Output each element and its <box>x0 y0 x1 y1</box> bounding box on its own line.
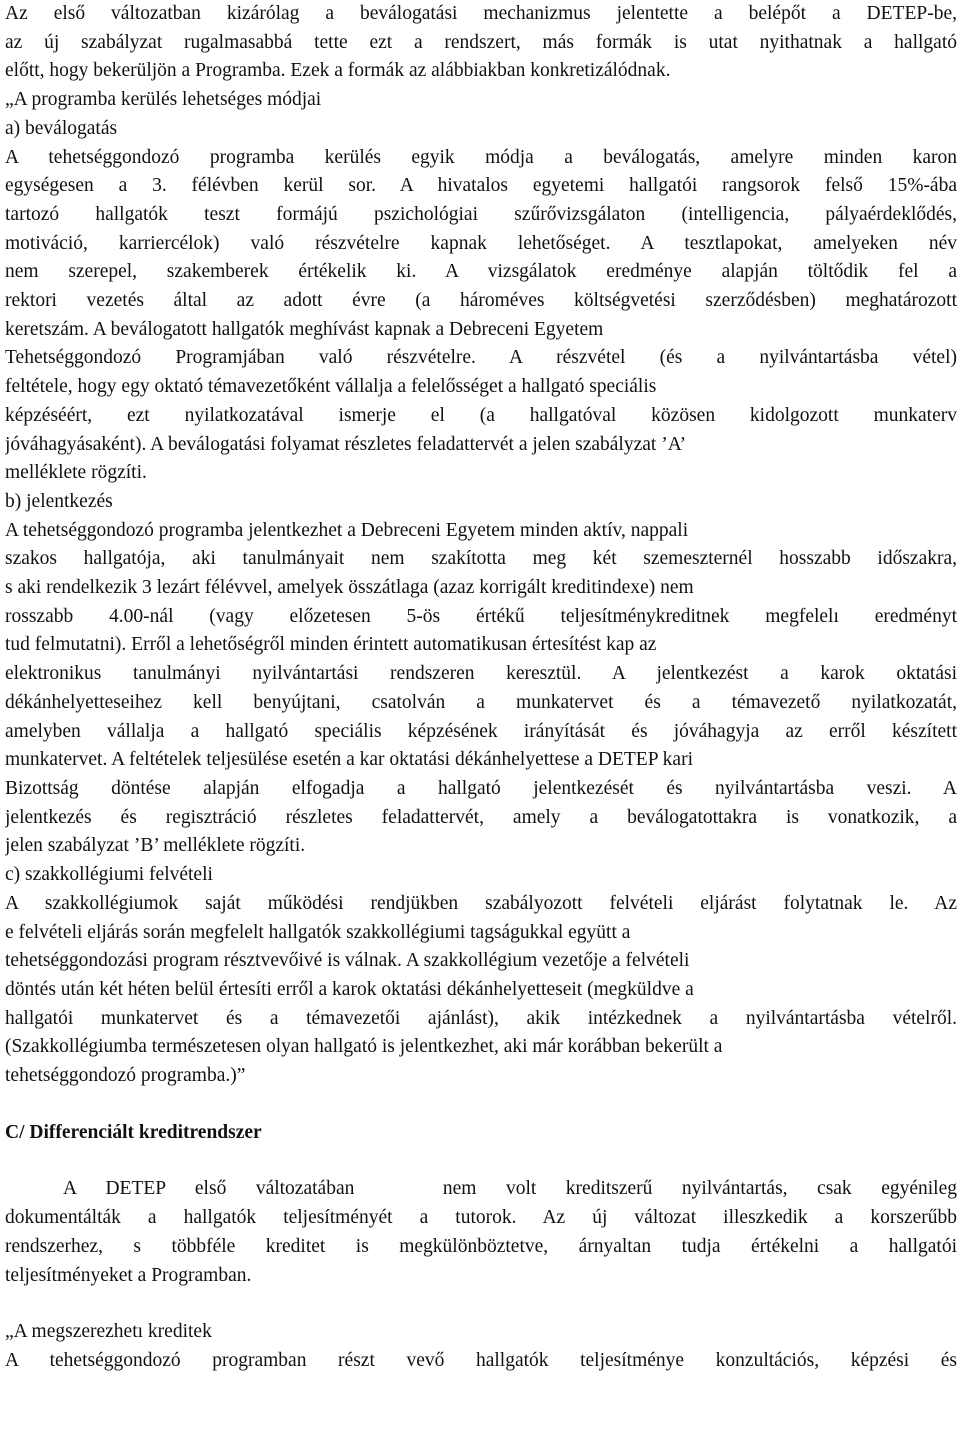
text-line: teljesítményeket a Programban. <box>5 1264 252 1286</box>
subheading-c: c) szakkollégiumi felvételi <box>5 864 213 886</box>
text-line: rektori vezetés által az adott évre (a hároméves költségvetési szerződésben) meghatározott <box>5 290 957 312</box>
text-line: jóváhagyásaként). A beválogatási folyamat részletes feladattervét a jelen szabályzat ’A’ <box>5 433 687 455</box>
section-paragraph <box>5 1175 957 1290</box>
text-line: rosszabb 4.00-nál (vagy előzetesen 5-ös értékű teljesítménykreditnek megfelelı eredményt <box>5 605 957 627</box>
credits-paragraph <box>5 1318 957 1375</box>
quoted-regulation <box>5 86 957 1091</box>
text-line: jelentkezés és regisztráció részletes feladattervét, amely a beválogatottakra is vonatkozik, a <box>5 806 957 828</box>
text-line: tehetséggondozási program résztvevőivé is válnak. A szakkollégium vezetője a felvételi <box>5 950 690 972</box>
text-line: e felvételi eljárás során megfelelt hallgatók szakkollégiumi tagságukkal együtt a <box>5 921 631 943</box>
text-line: Az első változatban kizárólag a beválogatási mechanizmus jelentette a belépőt a DETEP-be, <box>5 3 957 24</box>
text-line: amelyben vállalja a hallgató speciális képzésének irányítását és jóváhagyja az erről készített <box>5 720 957 742</box>
text-line: A tehetséggondozó programban részt vevő hallgatók teljesítménye konzultációs, képzési és <box>5 1349 957 1371</box>
text-line: melléklete rögzíti. <box>5 462 147 484</box>
spacer <box>5 1290 957 1318</box>
text-line: jelen szabályzat ’B’ melléklete rögzíti. <box>5 835 306 857</box>
text-line: motiváció, karriercélok) való részvételre kapnak lehetőséget. A tesztlapokat, amelyeken név <box>5 232 957 254</box>
text-line: rendszerhez, s többféle kreditet is megkülönböztetve, árnyaltan tudja értékelni a hallgatói <box>5 1235 957 1257</box>
text-line: A tehetséggondozó programba jelentkezhet a Debreceni Egyetem minden aktív, nappali <box>5 519 689 541</box>
spacer <box>5 1091 957 1119</box>
text-line: Bizottság döntése alapján elfogadja a hallgató jelentkezését és nyilvántartásba veszi. A <box>5 777 957 799</box>
text-line: képzéséért, ezt nyilatkozatával ismerje el (a hallgatóval közösen kidolgozott munkaterv <box>5 404 957 426</box>
text-line: egységesen a 3. félévben kerül sor. A hivatalos egyetemi hallgatói rangsorok felső 15%-ába <box>5 175 957 197</box>
text-line: feltétele, hogy egy oktató témavezetőként vállalja a felelősséget a hallgató speciális <box>5 376 657 398</box>
text-line: hallgatói munkatervet és a témavezetői ajánlást), akik intézkednek a nyilvántartásba vételről. <box>5 1007 957 1029</box>
text-line: dékánhelyetteseihez kell benyújtani, csatolván a munkatervet és a témavezető nyilatkozatát, <box>5 691 957 713</box>
text-line: dokumentálták a hallgatók teljesítményét a tutorok. Az új változat illeszkedik a korszerűbb <box>5 1207 957 1229</box>
text-line: előtt, hogy bekerüljön a Programba. Ezek a formák az alábbiakban konkretizálódnak. <box>5 60 671 82</box>
text-line: (Szakkollégiumba természetesen olyan hallgató is jelentkezhet, aki már korábban bekerült a <box>5 1036 723 1058</box>
text-line: tehetséggondozó programba.)” <box>5 1065 246 1087</box>
text-line: tartozó hallgatók teszt formájú pszichológiai szűrővizsgálaton (intelligencia, pályaérdeklődés, <box>5 203 957 225</box>
subheading-b: b) jelentkezés <box>5 490 113 512</box>
section-heading: C/ Differenciált kreditrendszer <box>5 1121 262 1143</box>
text-line: nem szerepel, szakemberek értékelik ki. A vizsgálatok eredménye alapján töltődik fel a <box>5 261 957 283</box>
text-line: A szakkollégiumok saját működési rendjükben szabályozott felvételi eljárást folytatnak le. Az <box>5 892 957 914</box>
text-line: döntés után két héten belül értesíti erről a karok oktatási dékánhelyetteseit (megküldve a <box>5 978 694 1000</box>
credits-title: „A megszerezhetı kreditek <box>5 1321 212 1343</box>
text-line: tud felmutatni). Erről a lehetőségről minden érintett automatikusan értesítést kap az <box>5 634 657 656</box>
quote-title: „A programba kerülés lehetséges módjai <box>5 89 322 111</box>
spacer <box>5 1147 957 1175</box>
text-line: A DETEP első változatában nem volt kreditszerű nyilvántartás, csak egyénileg <box>5 1178 957 1200</box>
text-line: s aki rendelkezik 3 lezárt félévvel, amelyek összátlaga (azaz korrigált kreditindexe) nem <box>5 577 694 599</box>
text-line: Tehetséggondozó Programjában való részvételre. A részvétel (és a nyilvántartásba vétel) <box>5 347 957 369</box>
text-line: munkatervet. A feltételek teljesülése esetén a kar oktatási dékánhelyettese a DETEP kari <box>5 749 694 771</box>
text-line: A tehetséggondozó programba kerülés egyik módja a beválogatás, amelyre minden karon <box>5 146 957 168</box>
intro-paragraph <box>5 0 957 86</box>
text-line: keretszám. A beválogatott hallgatók meghívást kapnak a Debreceni Egyetem <box>5 318 604 340</box>
text-line: elektronikus tanulmányi nyilvántartási rendszeren keresztül. A jelentkezést a karok oktatási <box>5 663 957 685</box>
text-line: az új szabályzat rugalmasabbá tette ezt a rendszert, más formák is utat nyithatnak a hallgató <box>5 31 957 53</box>
text-line: szakos hallgatója, aki tanulmányait nem szakította meg két szemeszternél hosszabb időszakra, <box>5 548 957 570</box>
subheading-a: a) beválogatás <box>5 117 118 139</box>
